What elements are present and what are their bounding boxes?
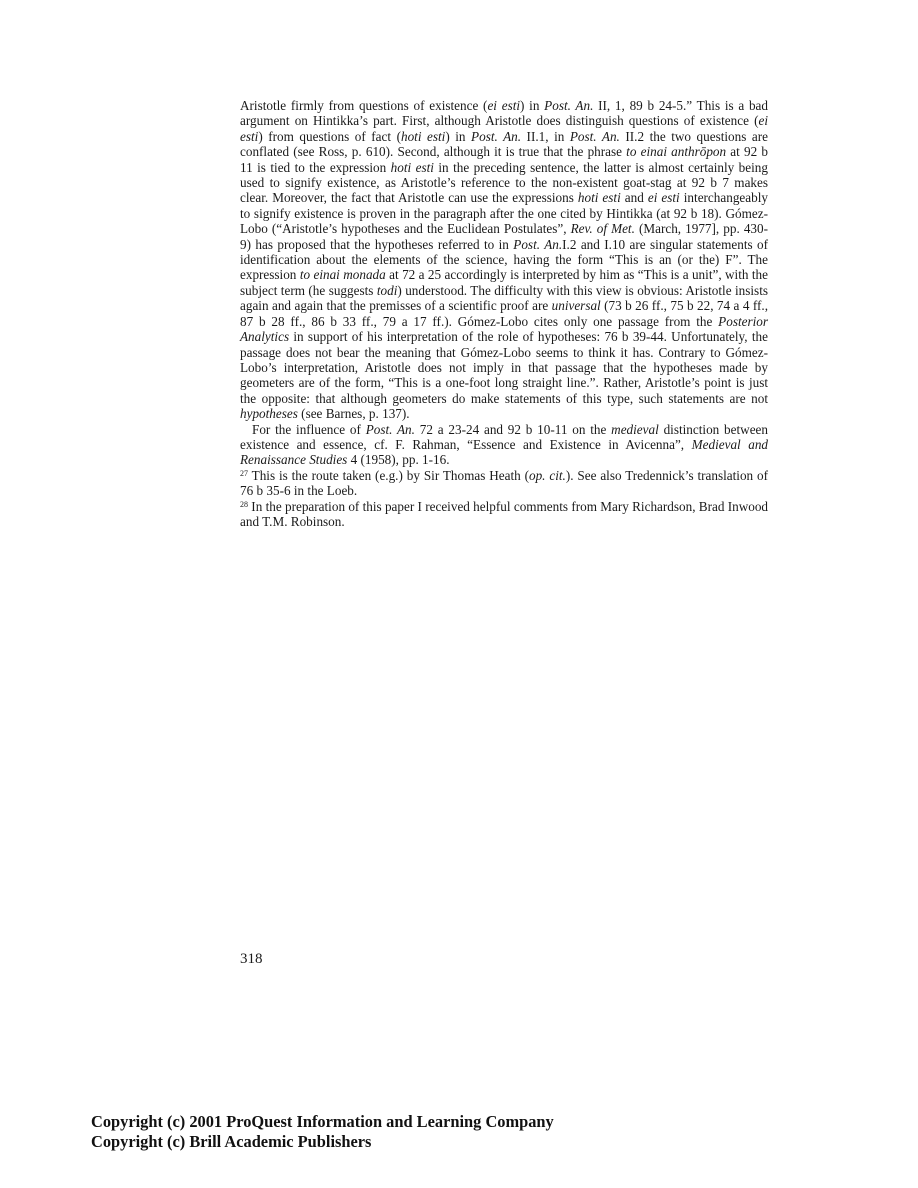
italic-text: hypotheses [240, 406, 298, 422]
italic-text: hoti esti [390, 159, 434, 175]
page-number: 318 [240, 951, 263, 967]
text-run: at 72 a 25 accordingly is interpreted by him as “This is a unit”, with the subject term (he suggests [240, 267, 768, 298]
text-run: ) from questions of fact ( [258, 128, 401, 144]
italic-text: Rev. of Met. [570, 221, 635, 237]
copyright-notice [91, 1112, 554, 1152]
text-run: This is the route taken (e.g.) by Sir Thomas Heath ( [248, 467, 529, 483]
footnote-number: 28 [240, 499, 248, 509]
italic-text: Post. An. [365, 421, 415, 437]
text-run: II.1, in [521, 128, 570, 144]
text-run: ). See also Tredennick’s translation of 76 b 35-6 in the Loeb. [240, 467, 768, 499]
text-run: (see Barnes, p. 137). [297, 406, 410, 422]
italic-text: universal [551, 298, 601, 314]
italic-text: op. cit. [528, 467, 566, 483]
text-run: Aristotle firmly from questions of existence ( [240, 98, 488, 113]
italic-text: Posterior Analytics [240, 313, 768, 345]
italic-text: ei esti [240, 113, 768, 144]
text-run: II, 1, 89 b 24-5.” This is a bad argument on Hintikka’s part. First, although Aristotle does distinguish questions of existence ( [240, 98, 769, 129]
italic-text: ei esti [487, 98, 521, 113]
text-run: at 92 b 11 is tied to the expression [240, 144, 768, 175]
footnote-paragraph [240, 98, 768, 422]
copyright-line-brill: Copyright (c) Brill Academic Publishers [91, 1132, 372, 1151]
text-run: In the preparation of this paper I received helpful comments from Mary Richardson, Brad Inwood and T.M. Robinson. [240, 498, 769, 529]
text-run: (73 b 26 ff., 75 b 22, 74 a 4 ff., 87 b 28 ff., 86 b 33 ff., 79 a 17 ff.). Gómez-Lobo cites only one passage from the [240, 298, 768, 329]
text-run: For the influence of [252, 421, 366, 437]
italic-text: hoti esti [400, 128, 446, 144]
italic-text: Medieval and Renaissance Studies [240, 436, 769, 468]
footnote-number: 27 [240, 468, 248, 478]
italic-text: to einai monada [299, 267, 386, 283]
italic-text: Post. An. [569, 128, 620, 144]
italic-text: todi [376, 282, 398, 298]
copyright-line-proquest: Copyright (c) 2001 ProQuest Information and Learning Company [91, 1112, 554, 1131]
text-run: I.2 and I.10 are singular statements of identification about the elements of the science, having the form “This is an (or the) F”. The expression [240, 236, 769, 283]
footnote-paragraph [240, 422, 768, 468]
italic-text: medieval [611, 421, 659, 437]
text-run: (March, 1977], pp. 430-9) has proposed that the hypotheses referred to in [240, 221, 769, 252]
text-run: in support of his interpretation of the role of hypotheses: 76 b 39-44. Unfortunately, the passage does not bear the meaning that Gómez-Lobo seems to think it has. Contrary to Gómez-Lobo’s interpretation, Aristotle does not imply in that passage that the hypotheses made by geometers are of the form, “This is a one-foot long straight line.”. Rather, Aristotle’s point is just the opposite: that although geometers do make statements of this type, such statements are not [240, 329, 768, 406]
footnote [240, 499, 768, 530]
text-run: 72 a 23-24 and 92 b 10-11 on the [414, 421, 612, 437]
footnotes-block [240, 98, 768, 529]
italic-text: Post. An. [544, 98, 594, 113]
italic-text: Post. An. [513, 236, 563, 252]
italic-text: hoti esti [577, 190, 621, 206]
text-run: ) in [520, 98, 545, 113]
italic-text: to einai anthrōpon [626, 144, 727, 160]
text-run: interchangeably to signify existence is proven in the paragraph after the one cited by Hintikka (at 92 b 18). Gómez-Lobo (“Aristotle’s hypotheses and the Euclidean Postulates”, [240, 190, 768, 237]
text-run: and [620, 190, 648, 206]
italic-text: ei esti [647, 190, 680, 206]
text-run: in the preceding sentence, the latter is almost certainly being used to signify existence, as Aristotle’s reference to the non-existent goat-stag at 92 b 7 makes clear. Moreover, the fact that Aristotle can use the expressions [240, 159, 768, 206]
text-run: 4 (1958), pp. 1-16. [347, 452, 450, 468]
text-run: II.2 the two questions are conflated (see Ross, p. 610). Second, although it is true that the phrase [240, 128, 768, 160]
text-run: distinction between existence and essence, cf. F. Rahman, “Essence and Existence in Avicenna”, [240, 421, 768, 452]
italic-text: Post. An. [471, 128, 522, 144]
text-run: ) understood. The difficulty with this view is obvious: Aristotle insists again and again that the premisses of a scientific proof are [240, 282, 768, 314]
text-run: ) in [445, 128, 472, 144]
footnote [240, 468, 768, 499]
